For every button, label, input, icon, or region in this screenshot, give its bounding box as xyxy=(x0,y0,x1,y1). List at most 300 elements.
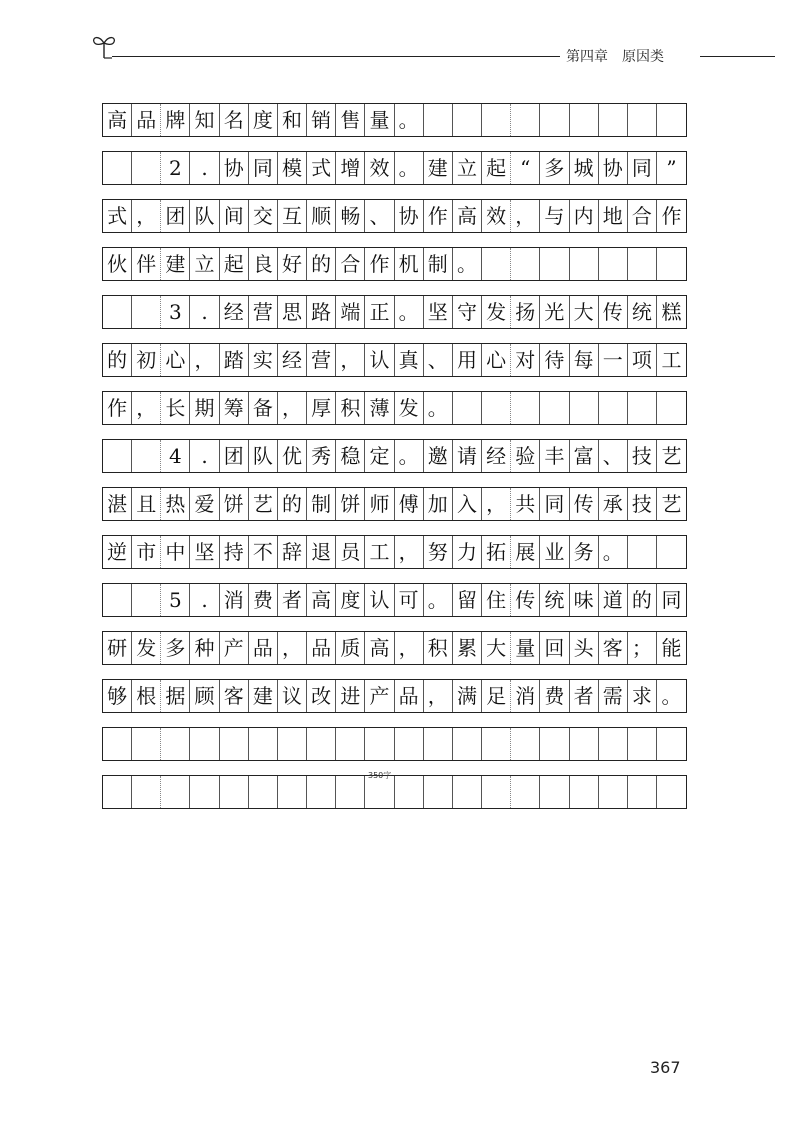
grid-cell: 心 xyxy=(161,344,190,376)
grid-cell: 协 xyxy=(599,152,628,184)
grid-cell: 力 xyxy=(453,536,482,568)
grid-cell: 产 xyxy=(220,632,249,664)
grid-cell: 认 xyxy=(365,584,394,616)
grid-cell: 筹 xyxy=(220,392,249,424)
grid-cell: 路 xyxy=(307,296,336,328)
grid-row xyxy=(102,583,687,617)
grid-cell xyxy=(249,728,278,760)
grid-row xyxy=(102,247,687,281)
grid-cell: 式 xyxy=(307,152,336,184)
grid-cell: 发 xyxy=(132,632,161,664)
grid-cell xyxy=(278,776,307,808)
grid-cell xyxy=(511,392,540,424)
grid-cell xyxy=(628,728,657,760)
grid-cell: 品 xyxy=(307,632,336,664)
grid-cell xyxy=(570,728,599,760)
grid-cell: 高 xyxy=(365,632,394,664)
grid-cell: 高 xyxy=(103,104,132,136)
grid-cell: 验 xyxy=(511,440,540,472)
grid-row xyxy=(102,103,687,137)
grid-cell xyxy=(161,728,190,760)
grid-cell: 发 xyxy=(482,296,511,328)
grid-cell: 务 xyxy=(570,536,599,568)
grid-cell: 大 xyxy=(482,632,511,664)
grid-cell: 热 xyxy=(161,488,190,520)
grid-cell: 作 xyxy=(661,204,682,228)
grid-cell xyxy=(307,728,336,760)
grid-cell: 品 xyxy=(249,632,278,664)
grid-cell xyxy=(220,776,249,808)
grid-cell xyxy=(511,104,540,136)
grid-cell: 备 xyxy=(249,392,278,424)
grid-cell xyxy=(657,104,686,136)
grid-cell: 累 xyxy=(453,632,482,664)
grid-cell xyxy=(395,776,424,808)
grid-cell: 艺 xyxy=(661,444,682,468)
grid-row xyxy=(102,343,687,377)
grid-cell: ； xyxy=(628,632,657,664)
grid-cell: 消 xyxy=(220,584,249,616)
grid-cell: 传 xyxy=(570,488,599,520)
grid-cell: 统 xyxy=(540,584,569,616)
grid-cell: 辞 xyxy=(278,536,307,568)
grid-cell: 饼 xyxy=(336,488,365,520)
grid-cell: 道 xyxy=(599,584,628,616)
grid-cell: 畅 xyxy=(336,200,365,232)
grid-cell: 多 xyxy=(540,152,569,184)
grid-cell xyxy=(365,728,394,760)
grid-cell: 经 xyxy=(482,440,511,472)
grid-cell xyxy=(540,728,569,760)
grid-cell: 同 xyxy=(661,588,682,612)
grid-cell xyxy=(482,248,511,280)
grid-cell xyxy=(657,536,686,568)
grid-cell: 量 xyxy=(365,104,394,136)
grid-cell xyxy=(599,104,628,136)
header-rule-left xyxy=(112,56,560,57)
grid-cell: 统 xyxy=(628,296,657,328)
grid-cell: 机 xyxy=(395,248,424,280)
grid-cell: 湛 xyxy=(103,488,132,520)
grid-cell: 对 xyxy=(511,344,540,376)
grid-cell xyxy=(336,776,365,808)
grid-cell: 头 xyxy=(570,632,599,664)
grid-cell: 5 xyxy=(161,584,190,616)
grid-cell xyxy=(628,392,657,424)
grid-cell: 的 xyxy=(307,248,336,280)
grid-cell: 待 xyxy=(540,344,569,376)
grid-cell: 队 xyxy=(190,200,219,232)
grid-cell xyxy=(424,728,453,760)
grid-cell: 。 xyxy=(661,684,682,708)
grid-cell: ， xyxy=(424,680,453,712)
grid-cell xyxy=(482,776,511,808)
grid-cell: . xyxy=(190,440,219,472)
grid-cell: 味 xyxy=(570,584,599,616)
grid-cell: 富 xyxy=(570,440,599,472)
grid-cell: 爱 xyxy=(190,488,219,520)
grid-cell: 作 xyxy=(365,248,394,280)
grid-cell xyxy=(453,728,482,760)
grid-cell: 认 xyxy=(365,344,394,376)
grid-cell xyxy=(453,104,482,136)
grid-cell: 、 xyxy=(424,344,453,376)
grid-cell xyxy=(424,104,453,136)
grid-cell: 秀 xyxy=(307,440,336,472)
grid-cell: 名 xyxy=(220,104,249,136)
grid-cell: 优 xyxy=(278,440,307,472)
grid-cell xyxy=(190,728,219,760)
grid-cell: 制 xyxy=(424,248,453,280)
grid-cell: 加 xyxy=(424,488,453,520)
grid-cell xyxy=(453,392,482,424)
grid-cell: 建 xyxy=(249,680,278,712)
grid-cell: ， xyxy=(395,632,424,664)
grid-cell xyxy=(482,728,511,760)
grid-cell: 客 xyxy=(599,632,628,664)
grid-cell: 。 xyxy=(395,104,424,136)
grid-cell: 、 xyxy=(365,200,394,232)
grid-cell: 能 xyxy=(661,636,682,660)
grid-cell: 品 xyxy=(132,104,161,136)
grid-cell: 度 xyxy=(336,584,365,616)
grid-cell xyxy=(599,728,628,760)
grid-cell: ， xyxy=(511,200,540,232)
grid-cell: 顾 xyxy=(190,680,219,712)
grid-cell: 营 xyxy=(307,344,336,376)
grid-cell: 。 xyxy=(395,296,424,328)
grid-cell: 交 xyxy=(249,200,278,232)
grid-cell: 业 xyxy=(540,536,569,568)
grid-cell xyxy=(190,776,219,808)
grid-cell xyxy=(570,776,599,808)
grid-cell: 逆 xyxy=(103,536,132,568)
grid-cell: 心 xyxy=(482,344,511,376)
grid-cell: 技 xyxy=(628,440,657,472)
grid-cell: “ xyxy=(511,152,540,184)
grid-cell: 队 xyxy=(249,440,278,472)
grid-cell: 增 xyxy=(336,152,365,184)
grid-cell: 够 xyxy=(103,680,132,712)
grid-cell: ， xyxy=(336,344,365,376)
grid-cell: 留 xyxy=(453,584,482,616)
grid-cell: 。 xyxy=(453,248,482,280)
grid-cell: ， xyxy=(278,632,307,664)
grid-cell: 效 xyxy=(365,152,394,184)
grid-cell: 效 xyxy=(482,200,511,232)
grid-cell: 艺 xyxy=(249,488,278,520)
grid-cell: 协 xyxy=(395,200,424,232)
grid-cell: . xyxy=(190,584,219,616)
grid-cell: 营 xyxy=(249,296,278,328)
grid-cell: 好 xyxy=(278,248,307,280)
grid-cell: 定 xyxy=(365,440,394,472)
grid-cell: 真 xyxy=(395,344,424,376)
grid-row xyxy=(102,199,687,233)
grid-row xyxy=(102,487,687,521)
grid-cell: 艺 xyxy=(661,492,682,516)
grid-cell: 师 xyxy=(365,488,394,520)
grid-cell: 合 xyxy=(628,200,657,232)
grid-cell xyxy=(220,728,249,760)
grid-cell: 承 xyxy=(599,488,628,520)
grid-cell: 的 xyxy=(628,584,657,616)
grid-cell: 量 xyxy=(511,632,540,664)
grid-cell xyxy=(132,728,161,760)
grid-cell: 立 xyxy=(453,152,482,184)
grid-row xyxy=(102,535,687,569)
grid-cell: . xyxy=(190,152,219,184)
grid-cell: 。 xyxy=(395,152,424,184)
grid-cell: 传 xyxy=(511,584,540,616)
grid-cell: 制 xyxy=(307,488,336,520)
grid-cell xyxy=(103,152,132,184)
grid-cell: 高 xyxy=(453,200,482,232)
grid-row xyxy=(102,439,687,473)
grid-cell: 初 xyxy=(132,344,161,376)
grid-cell: 光 xyxy=(540,296,569,328)
grid-cell xyxy=(307,776,336,808)
grid-cell xyxy=(103,776,132,808)
grid-cell: 糕 xyxy=(661,300,682,324)
grid-cell: 间 xyxy=(220,200,249,232)
grid-cell: ” xyxy=(666,156,677,180)
grid-cell: 员 xyxy=(336,536,365,568)
grid-cell xyxy=(395,728,424,760)
grid-cell: 持 xyxy=(220,536,249,568)
grid-cell: 拓 xyxy=(482,536,511,568)
grid-cell: 者 xyxy=(570,680,599,712)
grid-cell: 踏 xyxy=(220,344,249,376)
grid-cell: 期 xyxy=(190,392,219,424)
grid-cell: 伴 xyxy=(132,248,161,280)
grid-cell: 发 xyxy=(395,392,424,424)
page-number: 367 xyxy=(650,1058,681,1077)
grid-cell xyxy=(657,776,686,808)
grid-cell: 者 xyxy=(278,584,307,616)
grid-cell: 协 xyxy=(220,152,249,184)
grid-cell xyxy=(132,776,161,808)
grid-cell: 退 xyxy=(307,536,336,568)
grid-cell xyxy=(103,584,132,616)
grid-row xyxy=(102,295,687,329)
grid-cell: 种 xyxy=(190,632,219,664)
grid-cell: 工 xyxy=(365,536,394,568)
grid-cell: 内 xyxy=(570,200,599,232)
grid-cell xyxy=(657,392,686,424)
header-rule-right xyxy=(700,56,775,57)
grid-cell: 共 xyxy=(511,488,540,520)
grid-row xyxy=(102,391,687,425)
grid-cell: 请 xyxy=(453,440,482,472)
grid-cell: 、 xyxy=(599,440,628,472)
grid-cell: 回 xyxy=(540,632,569,664)
grid-cell xyxy=(161,776,190,808)
grid-cell: 的 xyxy=(278,488,307,520)
grid-cell xyxy=(103,440,132,472)
grid-cell: 积 xyxy=(336,392,365,424)
grid-cell: ， xyxy=(190,344,219,376)
grid-cell xyxy=(511,776,540,808)
grid-cell: 品 xyxy=(395,680,424,712)
grid-cell: 长 xyxy=(161,392,190,424)
grid-cell xyxy=(540,248,569,280)
grid-cell xyxy=(336,728,365,760)
grid-cell xyxy=(103,296,132,328)
grid-cell: 良 xyxy=(249,248,278,280)
grid-cell xyxy=(424,776,453,808)
grid-cell: ， xyxy=(132,392,161,424)
grid-cell: 的 xyxy=(103,344,132,376)
grid-cell xyxy=(453,776,482,808)
grid-cell: 度 xyxy=(249,104,278,136)
grid-cell: 售 xyxy=(336,104,365,136)
grid-cell xyxy=(103,728,132,760)
grid-cell xyxy=(657,248,686,280)
grid-cell xyxy=(482,392,511,424)
grid-cell: 同 xyxy=(628,152,657,184)
grid-cell: 建 xyxy=(161,248,190,280)
grid-cell: 薄 xyxy=(365,392,394,424)
grid-cell xyxy=(249,776,278,808)
grid-row xyxy=(102,727,687,761)
grid-cell: 大 xyxy=(570,296,599,328)
grid-cell: 同 xyxy=(249,152,278,184)
grid-cell: 顺 xyxy=(307,200,336,232)
grid-cell: 3 xyxy=(161,296,190,328)
grid-cell: 4 xyxy=(161,440,190,472)
grid-cell: 研 xyxy=(103,632,132,664)
grid-cell: ， xyxy=(278,392,307,424)
grid-cell: 厚 xyxy=(307,392,336,424)
grid-cell xyxy=(570,104,599,136)
grid-cell: 互 xyxy=(278,200,307,232)
grid-cell: 牌 xyxy=(161,104,190,136)
grid-cell: 据 xyxy=(161,680,190,712)
grid-cell xyxy=(540,392,569,424)
grid-cell: 质 xyxy=(336,632,365,664)
grid-cell xyxy=(628,776,657,808)
grid-cell: 需 xyxy=(599,680,628,712)
grid-cell: 式 xyxy=(103,200,132,232)
grid-row xyxy=(102,775,687,809)
grid-cell xyxy=(540,776,569,808)
grid-cell: 地 xyxy=(599,200,628,232)
chapter-title: 第四章 xyxy=(566,49,608,65)
grid-cell xyxy=(540,104,569,136)
grid-cell xyxy=(132,440,161,472)
grid-cell: 进 xyxy=(336,680,365,712)
grid-cell: 费 xyxy=(540,680,569,712)
grid-cell: 足 xyxy=(482,680,511,712)
grid-cell: 费 xyxy=(249,584,278,616)
grid-cell: 求 xyxy=(628,680,657,712)
grid-cell xyxy=(570,248,599,280)
grid-cell: 。 xyxy=(395,440,424,472)
grid-cell: 传 xyxy=(599,296,628,328)
grid-cell: 坚 xyxy=(190,536,219,568)
grid-cell: 努 xyxy=(424,536,453,568)
grid-cell xyxy=(278,728,307,760)
grid-cell: 。 xyxy=(424,584,453,616)
grid-cell xyxy=(511,728,540,760)
grid-cell: 每 xyxy=(570,344,599,376)
grid-cell: 起 xyxy=(482,152,511,184)
grid-cell: 2 xyxy=(161,152,190,184)
grid-cell: 作 xyxy=(103,392,132,424)
grid-cell: 一 xyxy=(599,344,628,376)
grid-cell xyxy=(628,536,657,568)
grid-cell xyxy=(132,152,161,184)
grid-cell: 积 xyxy=(424,632,453,664)
grid-cell: 团 xyxy=(161,200,190,232)
grid-cell: 邀 xyxy=(424,440,453,472)
grid-row xyxy=(102,679,687,713)
grid-cell: 客 xyxy=(220,680,249,712)
word-count-marker: 350字 xyxy=(368,771,392,780)
grid-cell: ， xyxy=(482,488,511,520)
grid-cell: 知 xyxy=(190,104,219,136)
grid-cell xyxy=(628,248,657,280)
manuscript-grid xyxy=(102,103,687,823)
grid-cell: 议 xyxy=(278,680,307,712)
grid-cell: . xyxy=(190,296,219,328)
grid-cell: 和 xyxy=(278,104,307,136)
grid-cell: 销 xyxy=(307,104,336,136)
grid-cell: 。 xyxy=(599,536,628,568)
grid-cell: 作 xyxy=(424,200,453,232)
grid-cell: 技 xyxy=(628,488,657,520)
grid-cell xyxy=(599,248,628,280)
grid-cell: 傅 xyxy=(395,488,424,520)
grid-cell: 改 xyxy=(307,680,336,712)
grid-cell xyxy=(132,296,161,328)
grid-cell: 满 xyxy=(453,680,482,712)
grid-cell: 实 xyxy=(249,344,278,376)
grid-cell: 消 xyxy=(511,680,540,712)
grid-cell: 住 xyxy=(482,584,511,616)
grid-cell: 经 xyxy=(278,344,307,376)
grid-cell: 中 xyxy=(161,536,190,568)
grid-cell: 正 xyxy=(365,296,394,328)
grid-cell: 且 xyxy=(132,488,161,520)
grid-cell: 伙 xyxy=(103,248,132,280)
grid-cell xyxy=(482,104,511,136)
grid-cell: 起 xyxy=(220,248,249,280)
grid-cell: 。 xyxy=(424,392,453,424)
grid-cell xyxy=(657,728,686,760)
chapter-category: 原因类 xyxy=(622,49,664,65)
grid-cell: ， xyxy=(395,536,424,568)
grid-cell: 经 xyxy=(220,296,249,328)
grid-cell: 与 xyxy=(540,200,569,232)
grid-cell: 不 xyxy=(249,536,278,568)
grid-cell: 稳 xyxy=(336,440,365,472)
grid-cell: 多 xyxy=(161,632,190,664)
grid-cell: 思 xyxy=(278,296,307,328)
grid-cell xyxy=(599,776,628,808)
grid-cell: 合 xyxy=(336,248,365,280)
grid-cell: 城 xyxy=(570,152,599,184)
grid-cell xyxy=(570,392,599,424)
grid-cell: 模 xyxy=(278,152,307,184)
grid-cell: 可 xyxy=(395,584,424,616)
grid-cell: 立 xyxy=(190,248,219,280)
grid-cell: 入 xyxy=(453,488,482,520)
grid-cell: 饼 xyxy=(220,488,249,520)
grid-cell: 坚 xyxy=(424,296,453,328)
grid-cell: ， xyxy=(132,200,161,232)
